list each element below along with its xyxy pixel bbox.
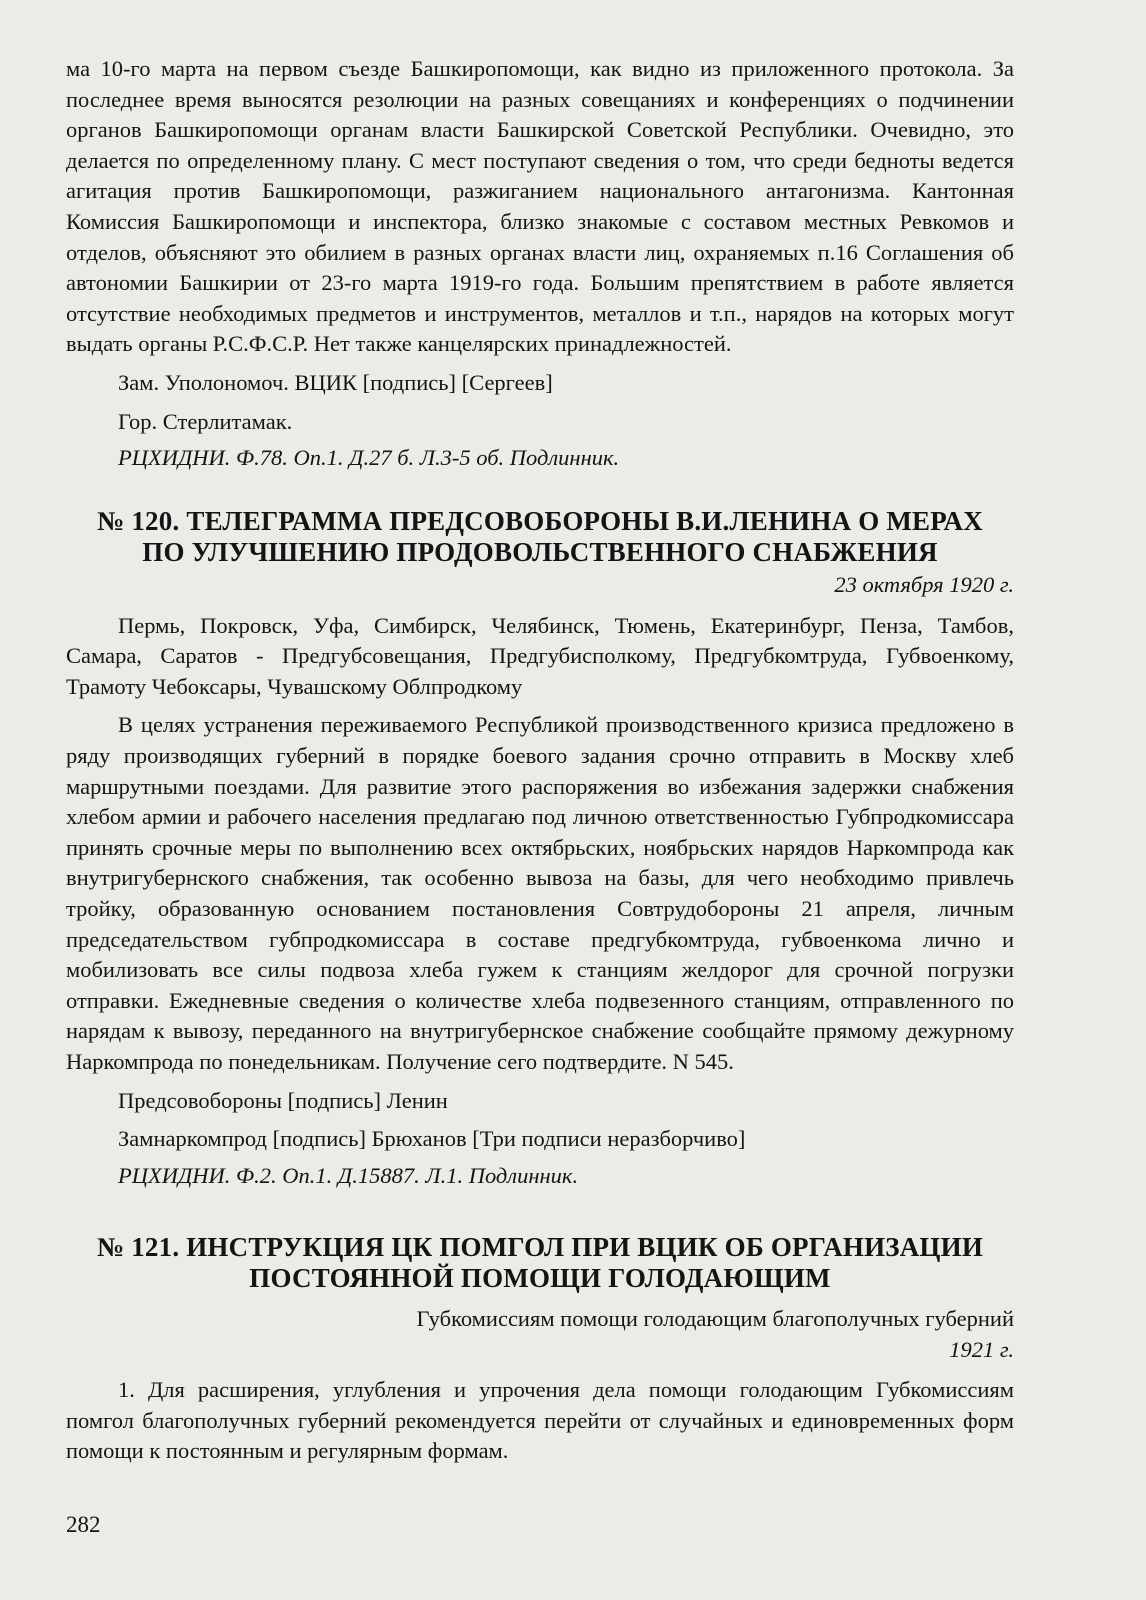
page-number: 282 — [66, 1512, 101, 1537]
doc-120-date: 23 октября 1920 г. — [834, 572, 1014, 597]
intro-block — [66, 54, 1014, 474]
doc-120-signature-1: Предсовобороны [подпись] Ленин — [118, 1087, 448, 1113]
doc-120 — [66, 506, 1014, 1191]
doc-121-item-1: 1. Для расширения, углубления и упрочения дела помощи голодающим Губкомиссиям помгол благополучных губерний рекомендуется перейти от случайных и единовременных форм помощи к постоянным и регулярным формам. — [66, 1377, 1014, 1464]
place-1: Гор. Стерлитамак. — [118, 408, 293, 434]
doc-121 — [66, 1232, 1014, 1467]
doc-120-title-line2: ПО УЛУЧШЕНИЮ ПРОДОВОЛЬСТВЕННОГО СНАБЖЕНИЯ — [142, 537, 938, 567]
doc-120-title-line1: № 120. ТЕЛЕГРАММА ПРЕДСОВОБОРОНЫ В.И.ЛЕНИНА О МЕРАХ — [97, 506, 983, 536]
doc-120-body: В целях устранения переживаемого Республикой производственного кризиса предложено в ряду производящих губерний в порядке боевого задания срочно отправить в Москву хлеб маршрутными поездами. Для развитие этого распоряжения во избежания задержки снабжения хлебом армии и рабочего населения предлагаю под личною ответственностью Губпродкомиссара принять срочные меры по выполнению всех октябрьских, ноябрьских нарядов Наркомпрода как внутригубернского снабжения, так особенно вывоза на базы, для чего необходимо привлечь тройку, образованную основанием постановления Совтрудобороны 21 апреля, личным председательством губпродкомиссара в составе предгубкомтруда, губвоенкома лично и мобилизовать все силы подвоза хлеба гужем к станциям желдорог для срочной погрузки отправки. Ежедневные сведения о количестве хлеба подвезенного станциям, отправленного по нарядам к вывозу, переданного на внутригубернское снабжение сообщайте прямому дежурному Наркомпрода по понедельникам. Получение сего подтвердите. N 545. — [66, 712, 1014, 1074]
doc-121-title-line2: ПОСТОЯННОЙ ПОМОЩИ ГОЛОДАЮЩИМ — [249, 1263, 831, 1293]
intro-paragraph: ма 10-го марта на первом съезде Башкиропомощи, как видно из приложенного протокола. За последнее время выносятся резолюции на разных совещаниях и конференциях о подчинении органов Башкиропомощи органам власти Башкирской Советской Республики. Очевидно, это делается по определенному плану. С мест поступают сведения о том, что среди бедноты ведется агитация против Башкиропомощи, разжиганием национального антагонизма. Кантонная Комиссия Башкиропомощи и инспектора, близко знакомые с составом местных Ревкомов и отделов, объясняют это обилием в разных органах власти лиц, охраняемых п.16 Соглашения об автономии Башкирии от 23-го марта 1919-го года. Большим препятствием в работе является отсутствие необходимых предметов и инструментов, металлов и т.п., нарядов на которых могут выдать органы Р.С.Ф.С.Р. Нет также канцелярских принадлежностей. — [66, 56, 1014, 357]
signature-1: Зам. Уполономоч. ВЦИК [подпись] [Сергеев] — [118, 369, 553, 395]
doc-121-title-line1: № 121. ИНСТРУКЦИЯ ЦК ПОМГОЛ ПРИ ВЦИК ОБ ОРГАНИЗАЦИИ — [96, 1232, 984, 1262]
doc-121-addressee: Губкомиссиям помощи голодающим благополучных губерний — [416, 1306, 1014, 1331]
source-1: РЦХИДНИ. Ф.78. Оп.1. Д.27 б. Л.3-5 об. Подлинник. — [118, 445, 620, 471]
doc-120-signature-2: Замнаркомпрод [подпись] Брюханов [Три подписи неразборчиво] — [118, 1126, 746, 1152]
doc-121-date: 1921 г. — [949, 1336, 1014, 1362]
doc-120-addressees: Пермь, Покровск, Уфа, Симбирск, Челябинск, Тюмень, Екатеринбург, Пенза, Тамбов, Самара, Саратов - Предгубсовещания, Предгубисполкому, Предгубкомтруда, Губвоенкому, Трамоту Чебоксары, Чувашскому Облпродкому — [66, 612, 1014, 699]
doc-120-source: РЦХИДНИ. Ф.2. Оп.1. Д.15887. Л.1. Подлинник. — [118, 1162, 579, 1188]
